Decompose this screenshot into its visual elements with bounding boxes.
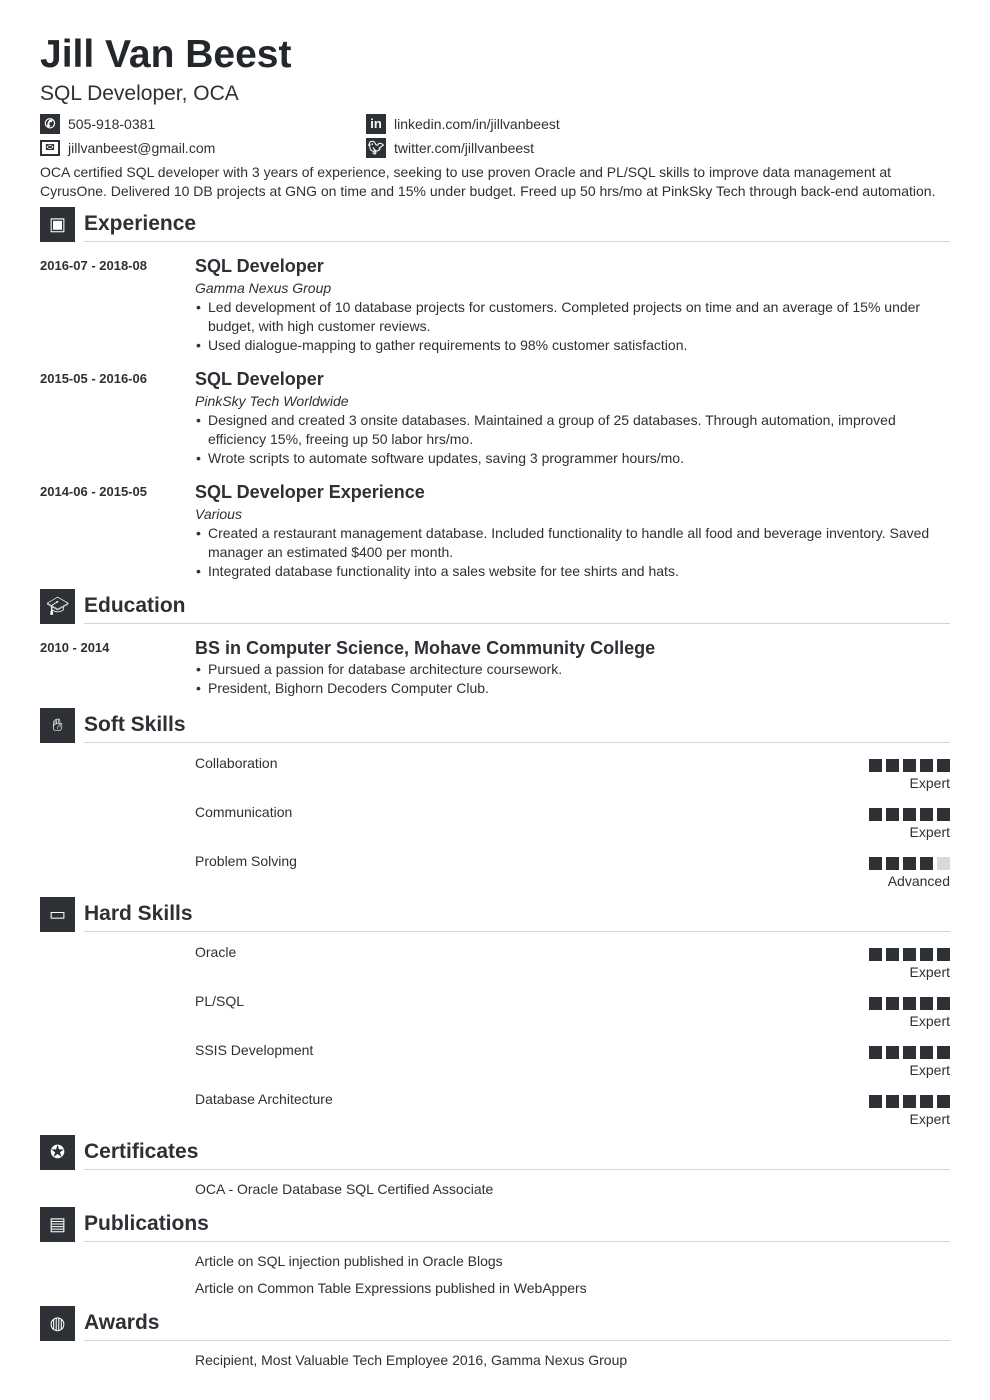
rating-square — [886, 808, 899, 821]
skill-rating — [869, 948, 950, 961]
publications-item: Article on Common Table Expressions published in WebAppers — [195, 1280, 587, 1296]
skill-row — [195, 792, 950, 841]
rating-square — [937, 948, 950, 961]
experience-entry — [40, 254, 950, 355]
entry-title: SQL Developer — [195, 369, 324, 389]
entry-title: SQL Developer Experience — [195, 482, 425, 502]
entry-title: SQL Developer — [195, 256, 324, 276]
certificates-item: OCA - Oracle Database SQL Certified Associate — [195, 1181, 494, 1197]
skill-rating — [869, 808, 950, 821]
twitter-link[interactable]: twitter.com/jillvanbeest — [394, 140, 535, 156]
award-ribbon-icon: ✪ — [40, 1135, 75, 1170]
rating-square — [869, 857, 882, 870]
entry-company: Gamma Nexus Group — [195, 280, 332, 296]
rating-square — [869, 1046, 882, 1059]
phone-text: 505-918-0381 — [68, 116, 156, 132]
entry-date: 2015-05 - 2016-06 — [40, 371, 147, 386]
headline: SQL Developer, OCA — [40, 82, 239, 105]
entry-bullet: • Created a restaurant management database. Included functionality to handle all food and beverage inventory. Saved manager an estimated $400 per month. — [195, 524, 950, 562]
skill-name: Communication — [195, 804, 293, 820]
skill-rating — [869, 1046, 950, 1059]
twitter[interactable] — [366, 138, 950, 158]
rating-square — [937, 1046, 950, 1059]
rating-square — [920, 857, 933, 870]
rating-square — [886, 1095, 899, 1108]
entry-company: PinkSky Tech Worldwide — [195, 393, 349, 409]
rating-square — [903, 997, 916, 1010]
rating-square — [920, 808, 933, 821]
entry-date: 2016-07 - 2018-08 — [40, 258, 147, 273]
entry-company: Various — [195, 506, 242, 522]
skill-row — [195, 841, 950, 890]
entry-title: BS in Computer Science, Mohave Community College — [195, 638, 656, 658]
rating-square — [903, 1095, 916, 1108]
rating-square — [886, 759, 899, 772]
rating-square — [937, 997, 950, 1010]
phone-icon: ✆ — [40, 114, 60, 134]
phone — [40, 114, 366, 134]
mail-icon: ✉ — [40, 140, 60, 156]
rating-square — [920, 997, 933, 1010]
entry-bullet: • President, Bighorn Decoders Computer Club. — [195, 679, 950, 698]
section-title: Certificates — [84, 1135, 950, 1170]
skill-row — [195, 981, 950, 1030]
rating-square — [937, 759, 950, 772]
entry-date: 2010 - 2014 — [40, 640, 110, 655]
rating-square — [937, 857, 950, 870]
skill-level: Advanced — [887, 873, 950, 889]
skill-name: Oracle — [195, 944, 237, 960]
skill-name: Database Architecture — [195, 1091, 333, 1107]
summary: OCA certified SQL developer with 3 years of experience, seeking to use proven Oracle and PL/SQL skills to improve data management at CyrusOne. Delivered 10 DB projects at GNG on time and 15% under budget. Freed up 50 hrs/mo at PinkSky Tech through back-end automation. — [40, 164, 936, 199]
skill-rating — [869, 759, 950, 772]
skill-level: Expert — [909, 775, 950, 791]
briefcase-icon: ▣ — [40, 207, 75, 242]
awards-item: Recipient, Most Valuable Tech Employee 2016, Gamma Nexus Group — [195, 1352, 628, 1368]
section-awards — [40, 1306, 950, 1341]
rating-square — [886, 857, 899, 870]
section-title: Awards — [84, 1306, 950, 1341]
contact-info — [40, 114, 950, 158]
skill-row — [195, 932, 950, 981]
skill-row — [195, 1030, 950, 1079]
skill-name: Problem Solving — [195, 853, 297, 869]
section-publications — [40, 1207, 950, 1242]
skill-level: Expert — [909, 1062, 950, 1078]
entry-bullet: • Wrote scripts to automate software updates, saving 3 programmer hours/mo. — [195, 449, 950, 468]
section-hard-skills — [40, 897, 950, 932]
skill-level: Expert — [909, 824, 950, 840]
rating-square — [869, 997, 882, 1010]
book-icon: ▤ — [40, 1207, 75, 1242]
section-title: Publications — [84, 1207, 950, 1242]
skill-name: PL/SQL — [195, 993, 245, 1009]
skill-name: Collaboration — [195, 755, 278, 771]
rating-square — [903, 759, 916, 772]
section-certificates — [40, 1135, 950, 1170]
rating-square — [937, 808, 950, 821]
section-education — [40, 589, 950, 624]
entry-bullet: • Used dialogue-mapping to gather requirements to 98% customer satisfaction. — [195, 336, 950, 355]
section-title: Education — [84, 589, 950, 624]
rating-square — [903, 857, 916, 870]
rating-square — [937, 1095, 950, 1108]
rating-square — [920, 1046, 933, 1059]
rating-square — [886, 1046, 899, 1059]
publications-item: Article on SQL injection published in Oracle Blogs — [195, 1253, 503, 1269]
twitter-icon: 🐦︎ — [366, 138, 386, 158]
rating-square — [920, 759, 933, 772]
skill-name: SSIS Development — [195, 1042, 314, 1058]
rating-square — [869, 948, 882, 961]
section-title: Experience — [84, 207, 950, 242]
linkedin-icon: in — [366, 114, 386, 134]
entry-bullet: • Designed and created 3 onsite databases. Maintained a group of 25 databases. Through automation, improved efficiency 15%, freeing up 50 labor hrs/mo. — [195, 411, 950, 449]
linkedin[interactable] — [366, 114, 950, 134]
experience-entry — [40, 367, 950, 468]
skill-rating — [869, 857, 950, 870]
skill-level: Expert — [909, 1111, 950, 1127]
rating-square — [886, 948, 899, 961]
rating-square — [903, 1046, 916, 1059]
rating-square — [869, 808, 882, 821]
rating-square — [920, 948, 933, 961]
section-soft-skills — [40, 708, 950, 743]
candidate-name: Jill Van Beest — [40, 33, 292, 76]
rating-square — [903, 948, 916, 961]
rating-square — [869, 759, 882, 772]
skill-row — [195, 743, 950, 792]
entry-date: 2014-06 - 2015-05 — [40, 484, 147, 499]
linkedin-link[interactable]: linkedin.com/in/jillvanbeest — [394, 116, 560, 132]
skill-rating — [869, 997, 950, 1010]
rating-square — [920, 1095, 933, 1108]
basketball-icon: ◍ — [40, 1306, 75, 1341]
entry-bullet: • Integrated database functionality into a sales website for tee shirts and hats. — [195, 562, 950, 581]
monitor-icon: ▭ — [40, 897, 75, 932]
rating-square — [903, 808, 916, 821]
entry-bullet: • Pursued a passion for database architecture coursework. — [195, 660, 950, 679]
skill-level: Expert — [909, 964, 950, 980]
section-title: Soft Skills — [84, 708, 950, 743]
section-experience — [40, 207, 950, 242]
entry-bullet: • Led development of 10 database projects for customers. Completed projects on time and an average of 15% under budget, with high customer reviews. — [195, 298, 950, 336]
experience-entry — [40, 480, 950, 581]
rating-square — [886, 997, 899, 1010]
section-title: Hard Skills — [84, 897, 950, 932]
graduation-cap-icon: 🎓︎ — [40, 589, 75, 624]
email[interactable] — [40, 138, 366, 158]
handshake-icon: ✋︎ — [40, 708, 75, 743]
rating-square — [869, 1095, 882, 1108]
skill-level: Expert — [909, 1013, 950, 1029]
skill-rating — [869, 1095, 950, 1108]
email-link[interactable]: jillvanbeest@gmail.com — [68, 140, 216, 156]
resume — [40, 30, 950, 1370]
education-entry — [40, 636, 950, 698]
skill-row — [195, 1079, 950, 1128]
